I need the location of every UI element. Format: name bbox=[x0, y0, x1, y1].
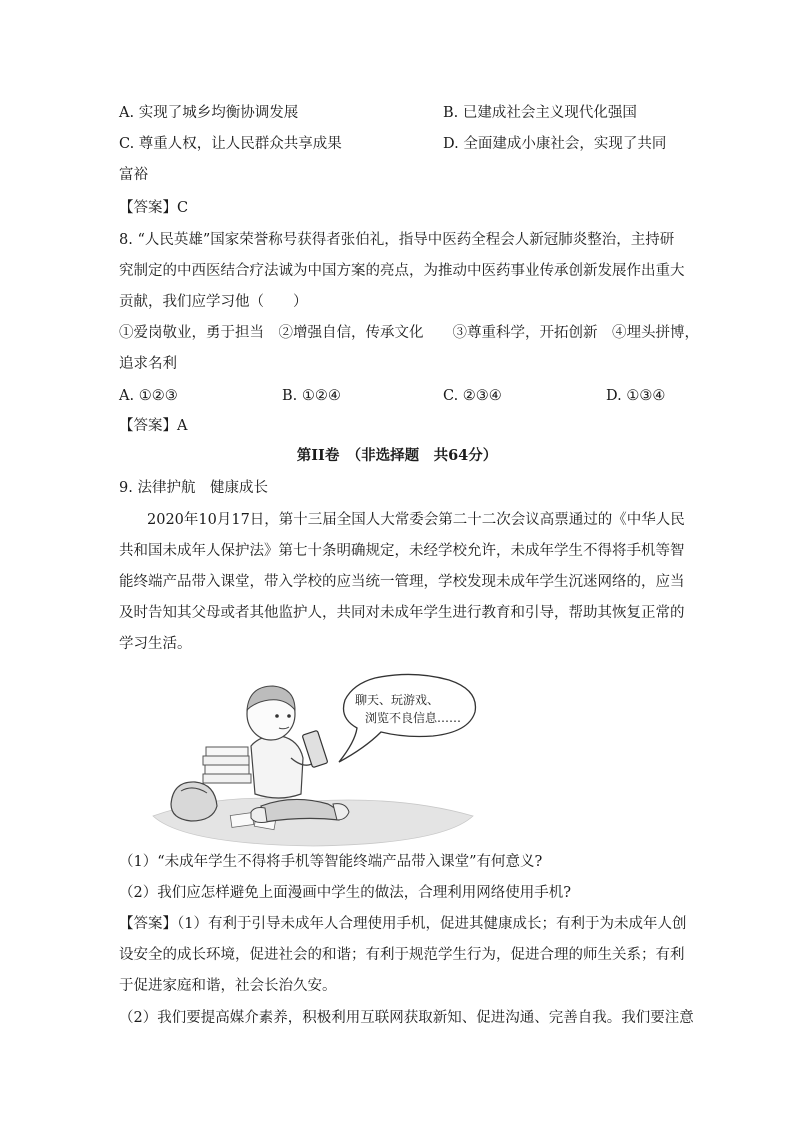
q9-answer-line: 设安全的成长环境，促进社会的和谐；有利于规范学生行为，促进合理的师生关系；有利 bbox=[119, 947, 685, 963]
q8-option-c: C. ②③④ bbox=[443, 388, 502, 404]
q9-paragraph-line: 2020年10月17日，第十三届全国人大常委会第二十二次会议高票通过的《中华人民 bbox=[147, 512, 685, 528]
q9-paragraph-line: 学习生活。 bbox=[119, 636, 192, 652]
q8-stem-line: 8. “人民英雄”国家荣誉称号获得者张伯礼，指导中医药全程会人新冠肺炎整治，主持研 bbox=[119, 232, 675, 248]
q7-answer: 【答案】C bbox=[119, 200, 189, 216]
q9-answer-line: （2）我们要提高媒介素养，积极利用互联网获取新知、促进沟通、完善自我。我们要注意 bbox=[119, 1010, 694, 1026]
bubble-text-line: 聊天、玩游戏、 bbox=[355, 693, 440, 707]
q8-items-line: 追求名利 bbox=[119, 356, 177, 372]
q8-option-a: A. ①②③ bbox=[119, 388, 178, 404]
section-title: 第II卷 （非选择题 共64分） bbox=[296, 447, 498, 464]
q7-option-d: D. 全面建成小康社会，实现了共同 bbox=[443, 136, 667, 152]
q8-option-d: D. ①③④ bbox=[606, 388, 666, 404]
q9-paragraph-line: 及时告知其父母或者其他监护人，共同对未成年学生进行教育和引导，帮助其恢复正常的 bbox=[119, 605, 685, 621]
bubble-text-line: 浏览不良信息…… bbox=[365, 711, 462, 725]
q9-sub-question-1: （1）“未成年学生不得将手机等智能终端产品带入课堂”有何意义? bbox=[119, 854, 543, 870]
q7-option-c: C. 尊重人权，让人民群众共享成果 bbox=[119, 136, 342, 152]
q7-option-a: A. 实现了城乡均衡协调发展 bbox=[119, 105, 299, 121]
q8-items-line: ①爱岗敬业，勇于担当 ②增强自信，传承文化 ③尊重科学，开拓创新 ④埋头拼博， bbox=[119, 325, 699, 341]
q9-paragraph-line: 共和国未成年人保护法》第七十条明确规定，未经学校允许，未成年学生不得将手机等智 bbox=[119, 543, 685, 559]
cartoon-student-with-phone bbox=[143, 666, 488, 851]
q8-stem-line: 究制定的中西医结合疗法诚为中国方案的亮点，为推动中医药事业传承创新发展作出重大 bbox=[119, 263, 685, 279]
q7-option-b: B. 已建成社会主义现代化强国 bbox=[443, 105, 637, 121]
q9-answer-line: 【答案】（1）有利于引导未成年人合理使用手机，促进其健康成长；有利于为未成年人创 bbox=[119, 916, 687, 932]
q9-sub-question-2: （2）我们应怎样避免上面漫画中学生的做法，合理利用网络使用手机? bbox=[119, 885, 571, 901]
q9-paragraph-line: 能终端产品带入课堂，带入学校的应当统一管理，学校发现未成年学生沉迷网络的，应当 bbox=[119, 574, 685, 590]
q8-stem-line: 贡献，我们应学习他（ ） bbox=[119, 294, 308, 310]
q8-answer: 【答案】A bbox=[119, 418, 188, 434]
q9-title: 9. 法律护航 健康成长 bbox=[119, 480, 268, 496]
q8-option-b: B. ①②④ bbox=[282, 388, 341, 404]
q7-option-d-cont: 富裕 bbox=[119, 167, 148, 183]
q9-answer-line: 于促进家庭和谐，社会长治久安。 bbox=[119, 978, 337, 994]
